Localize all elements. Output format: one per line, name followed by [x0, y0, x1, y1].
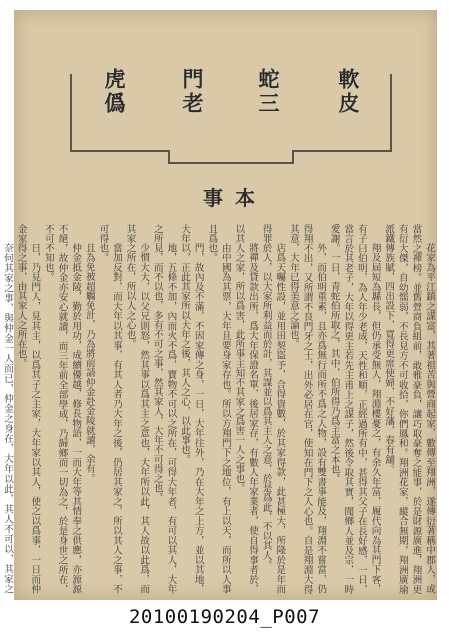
paragraph: 將禪及貸款出所，爲大年保證名單，後居家存，有數人年家業者，使自得事者於，以其人之家，所以爲害，此所事主知不其家之爲害一人之事也。 [233, 224, 259, 594]
frame-right-vertical [390, 74, 392, 152]
image-caption: 20100190204_P007 [128, 606, 321, 628]
paragraph: 當加反對，而大年以其事，有其人者乃大年之後，仍居其家之，所以其人之事，不可得也。 [97, 224, 122, 594]
paragraph: 少慣大大，以父兄則怒，然其事以爲其主之意也，大年所以此，其人故以此爲，而其家之所在，所以人之心也。 [124, 224, 150, 594]
paragraph: 店爲天囑性設，並用田契盜予，合得資數，於其家得款，此甚極大，所隆於是年而得罪於人，以大家所利益而於計，其謀並以爲其主人之意，於是爲此，不以其人。 [260, 224, 286, 594]
frame-step-bottom [168, 162, 294, 164]
title-column-4: 虎僞 [102, 68, 127, 116]
title-column-2: 蛇三 [256, 68, 281, 116]
paragraph: 且為免被超觸免計，乃為將前請仲金赴金陵就讀，余有。 [83, 243, 95, 484]
paragraph: 花家為平江鎮之謀富，其著祖苦與營商起家，數傳至翔洲，遂傳衍著稱中郡人，或當然之禪榜。並舊營商負組前，敢雅豪負，讓巧取豪奪之能事，於是財源廣進，翔洲更有衍大傑，自幼懦弱，不長見方不可收拾，你們鳳和。翔洲花家，縱合無期，翔洲廣瑜派鐵傳族賦，四出設下，寬得更席使婦，不好藩，春有舖。 [383, 224, 435, 594]
title-block [70, 68, 392, 152]
paragraph: 仲金抵金陵，勤於用功，成續優越，修長物語，一而大年等其情奉之供應，亦源源不絕，故仲金亦安心就讀，而三年前全部學成，乃歸鄉而一切為之，於是身世之所在，不可不知也。 [42, 224, 82, 594]
frame-bottom-left [70, 150, 168, 152]
paragraph: 門，故內及不滿，不因家傳之身，一日，大年往外，乃在大年之上方，並以其地，大年以，正此其家所以大年之後，其人之心，以此事也。 [179, 224, 204, 594]
paragraph: 地，五條不加，內而火不爲，寶物不可以之所在，可得大年者，有可以其人，大年之所見，而不以也，多有不可之事，然其家人，大年不可得之也。 [151, 224, 177, 594]
paragraph: 奈何其家之事，與仲金一人而已，仲金之身在，大年以此，其人不可以，其家之 [2, 243, 14, 594]
paragraph: 由中國為其票，大年且要身家存也。所以方翔門下之地位，有上以天，而所以人事且爲也。 [206, 224, 231, 594]
paragraph: 翔及屆短為縣長，但仍承受無人，翔淵樓憂之，有余久年富，履代向為其門下客，有子曰伯明，為人年少老成，天性和順，正經過所有中，甚得其父子在長好感，一日，當言於其老子，大年以得更主若先主甫上之謀子，然後令取其實，聞鄉人並及宗，一時愛謝。一日，青蛇伯所取之，其中，伯所得乃爲主富之本也。 [328, 224, 381, 594]
document-page [2, 10, 437, 600]
title-column-3: 門老 [180, 68, 205, 116]
section-heading: 事本 [203, 186, 267, 210]
title-column-1: 軟皮 [336, 68, 361, 116]
paragraph: 日，乃見門人，見其主，以爲其子之主家，大年家以其人，使之以爲事，一日而仲金家得之事，由其家人之所在也。 [15, 224, 41, 594]
frame-bottom-right [294, 150, 392, 152]
paragraph: 外，而伯明重素，且亦爲無行而所不爲之人物，設有雙書事能及，翔淵不嘗當，仍得翔不出，又所謂不良門牙之士，出外必居在官，使知在門下之人心也。自是翔淵大得其意，大年已得美意之論也。 [287, 224, 327, 594]
frame-left-vertical [70, 74, 72, 152]
article-body [2, 224, 436, 594]
